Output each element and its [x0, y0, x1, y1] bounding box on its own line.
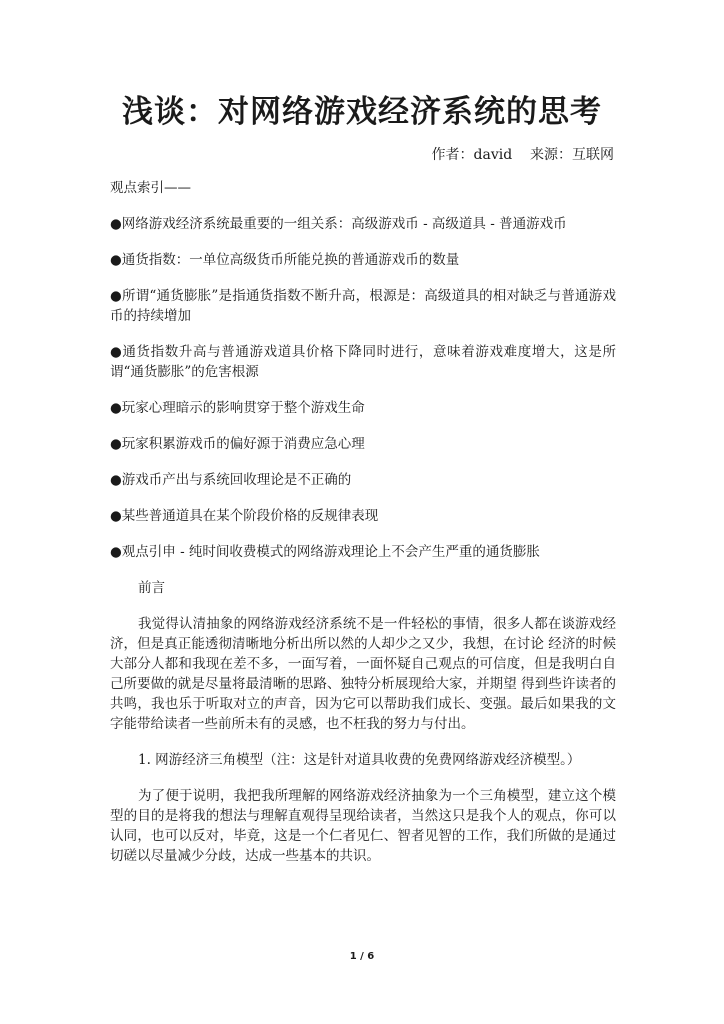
source-label: 来源：互联网 — [530, 147, 614, 163]
bullet-item: ●所谓“通货膨胀”是指通货指数不断升高，根源是：高级道具的相对缺乏与普通游戏币的持续增加 — [110, 288, 616, 324]
bullet-item: ●通货指数升高与普通游戏道具价格下降同时进行，意味着游戏难度增大，这是所谓“通货膨胀”的危害根源 — [110, 344, 616, 380]
bullet-item: ●玩家积累游戏币的偏好源于消费应急心理 — [110, 436, 365, 452]
section-1-paragraph: 为了便于说明，我把我所理解的网络游戏经济抽象为一个三角模型，建立这个模型的目的是将我的想法与理解直观得呈现给读者，当然这只是我个人的观点，你可以认同，也可以反对，毕竟，这是一个仁者见仁、智者见智的工作，我们所做的是通过切磋以尽量减少分歧，达成一些基本的共识。 — [110, 788, 616, 864]
author-label: 作者：david — [431, 147, 513, 163]
bullet-item: ●观点引申 - 纯时间收费模式的网络游戏理论上不会产生严重的通货膨胀 — [110, 544, 540, 560]
bullet-item: ●玩家心理暗示的影响贯穿于整个游戏生命 — [110, 400, 365, 416]
byline — [432, 144, 614, 164]
bullet-item: ●某些普通道具在某个阶段价格的反规律表现 — [110, 508, 379, 524]
preface-heading: 前言 — [138, 580, 165, 596]
bullet-item: ●通货指数：一单位高级货币所能兑换的普通游戏币的数量 — [110, 252, 460, 268]
document-body — [110, 178, 616, 882]
index-heading: 观点索引—— — [110, 180, 191, 196]
document-title: 浅谈：对网络游戏经济系统的思考 — [122, 94, 602, 130]
section-1-heading: 1. 网游经济三角模型（注：这是针对道具收费的免费网络游戏经济模型。） — [138, 752, 581, 768]
page-number: 1 / 6 — [349, 951, 375, 962]
preface-paragraph: 我觉得认清抽象的网络游戏经济系统不是一件轻松的事情，很多人都在谈游戏经济，但是真正能透彻清晰地分析出所以然的人却少之又少，我想，在讨论 经济的时候大部分人都和我现在差不多，一面写着，一面怀疑自己观点的可信度，但是我明白自己所要做的就是尽量将最清晰的思路、独特分析展现给大家，并期望 得到些许读者的共鸣，我也乐于听取对立的声音，因为它可以帮助我们成长、变强。最后如果我的文字能带给读者一些前所未有的灵感，也不枉我的努力与付出。 — [110, 616, 616, 732]
bullet-item: ●游戏币产出与系统回收理论是不正确的 — [110, 472, 352, 488]
byline-gap — [512, 147, 530, 163]
bullet-item: ●网络游戏经济系统最重要的一组关系：高级游戏币 - 高级道具 - 普通游戏币 — [110, 216, 567, 232]
